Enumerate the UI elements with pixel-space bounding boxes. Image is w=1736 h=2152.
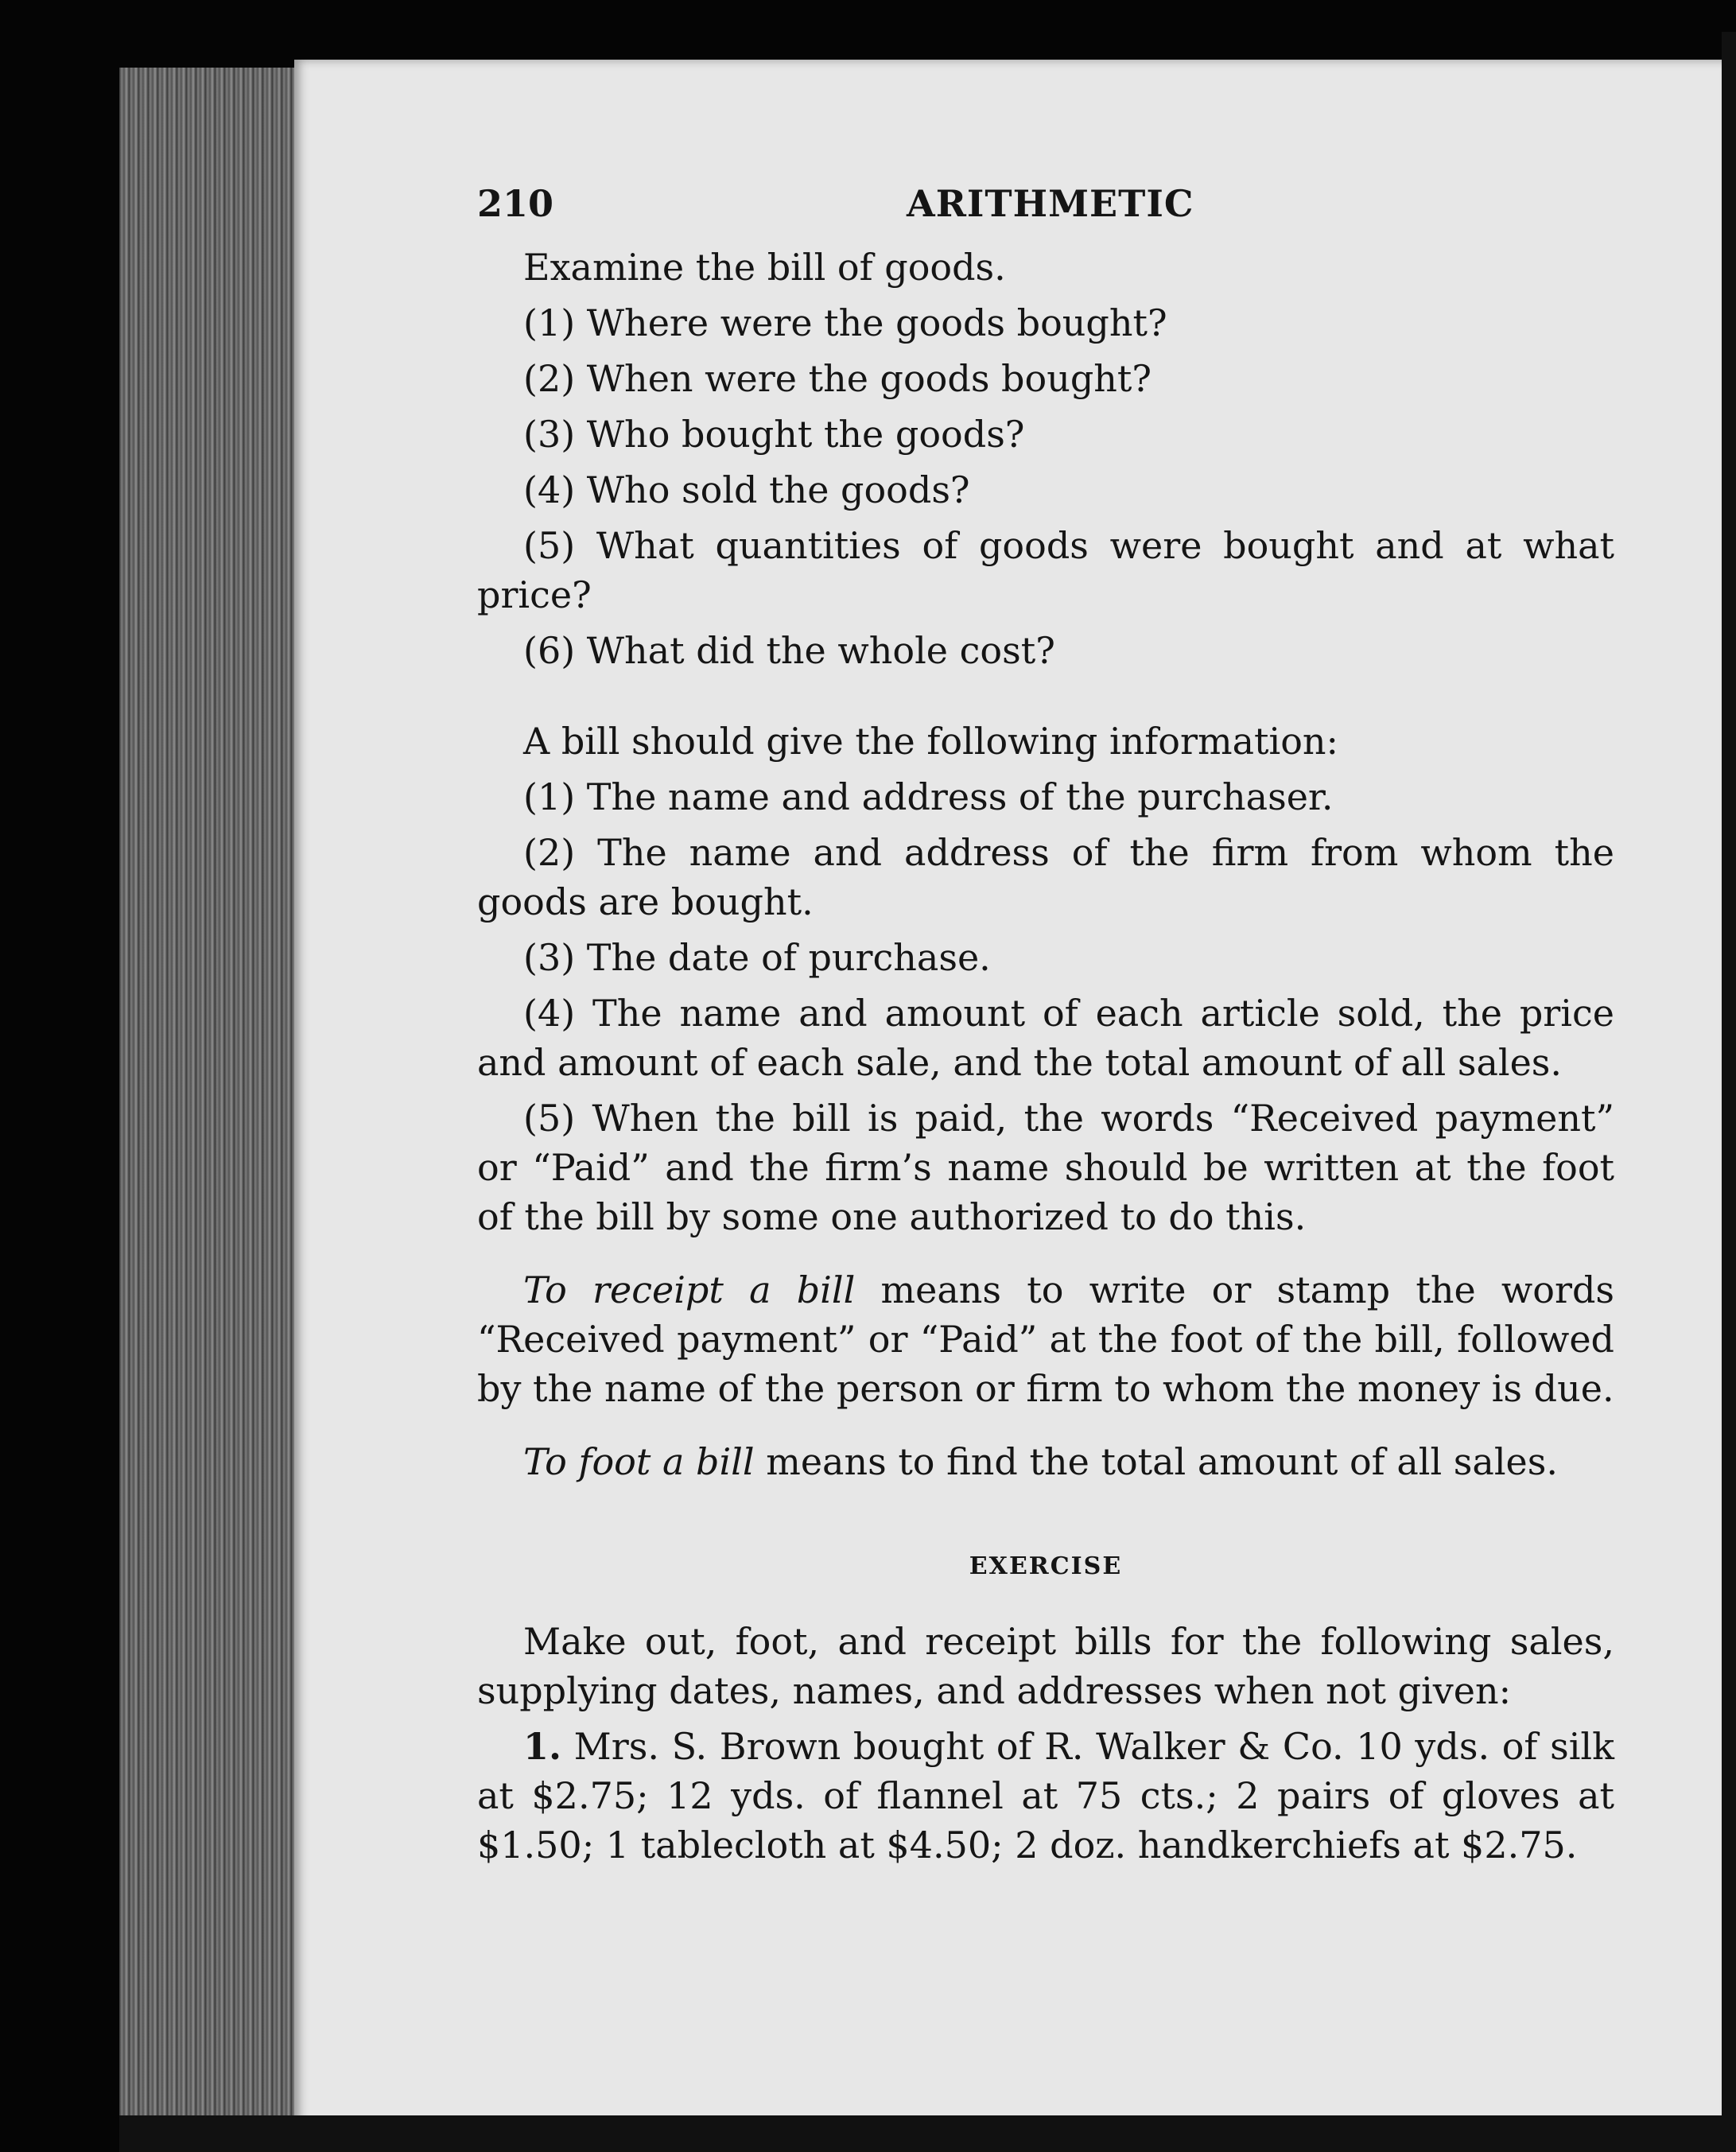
page-title: ARITHMETIC	[907, 182, 1194, 225]
question-6: (6) What did the whole cost?	[523, 629, 1055, 672]
info-item-1: (1) The name and address of the purchaser.	[523, 775, 1334, 818]
question-1: (1) Where were the goods bought?	[523, 301, 1167, 344]
section1-intro: Examine the bill of goods.	[523, 246, 1006, 289]
exercise-heading: EXERCISE	[969, 1552, 1123, 1580]
exercise-instructions: Make out, foot, and receipt bills for the following sales, supplying dates, names, and addresses when not given:	[477, 1620, 1614, 1712]
receipt-definition	[477, 1265, 1614, 1413]
problem-text: Mrs. S. Brown bought of R. Walker & Co. 10 yds. of silk at $2.75; 12 yds. of flannel at 75 cts.; 2 pairs of gloves at $1.50; 1 tablecloth at $4.50; 2 doz. handkerchiefs at $2.75.	[477, 1725, 1614, 1866]
info-item-4: (4) The name and amount of each article sold, the price and amount of each sale, and the total amount of all sales.	[477, 992, 1614, 1084]
info-item-2: (2) The name and address of the firm from whom the goods are bought.	[477, 831, 1614, 923]
section2-intro: A bill should give the following information:	[523, 720, 1339, 763]
info-item-3: (3) The date of purchase.	[523, 936, 991, 979]
problem-number: 1.	[523, 1725, 562, 1768]
question-3: (3) Who bought the goods?	[523, 413, 1025, 456]
page-number: 210	[477, 182, 554, 225]
scan-border-bottom	[119, 2115, 1736, 2152]
question-5: (5) What quantities of goods were bought and at what price?	[477, 524, 1614, 616]
receipt-text: means to write or stamp the words “Received payment” or “Paid” at the foot of the bill, followed by the name of the person or firm to whom the money is due.	[477, 1268, 1614, 1410]
exercise-problem-1	[477, 1722, 1614, 1870]
page-text	[477, 179, 1614, 1876]
running-head	[477, 179, 1614, 243]
question-2: (2) When were the goods bought?	[523, 357, 1152, 400]
question-4: (4) Who sold the goods?	[523, 468, 970, 511]
info-item-5: (5) When the bill is paid, the words “Received payment” or “Paid” and the firm’s name should be written at the foot of the bill by some one authorized to do this.	[477, 1097, 1614, 1238]
foot-definition	[477, 1437, 1614, 1486]
foot-text: means to find the total amount of all sales.	[754, 1440, 1558, 1483]
receipt-term: To receipt a bill	[523, 1268, 856, 1311]
scan-border-right	[1722, 32, 1736, 2152]
book-page-edges	[119, 68, 302, 2135]
foot-term: To foot a bill	[523, 1440, 755, 1483]
